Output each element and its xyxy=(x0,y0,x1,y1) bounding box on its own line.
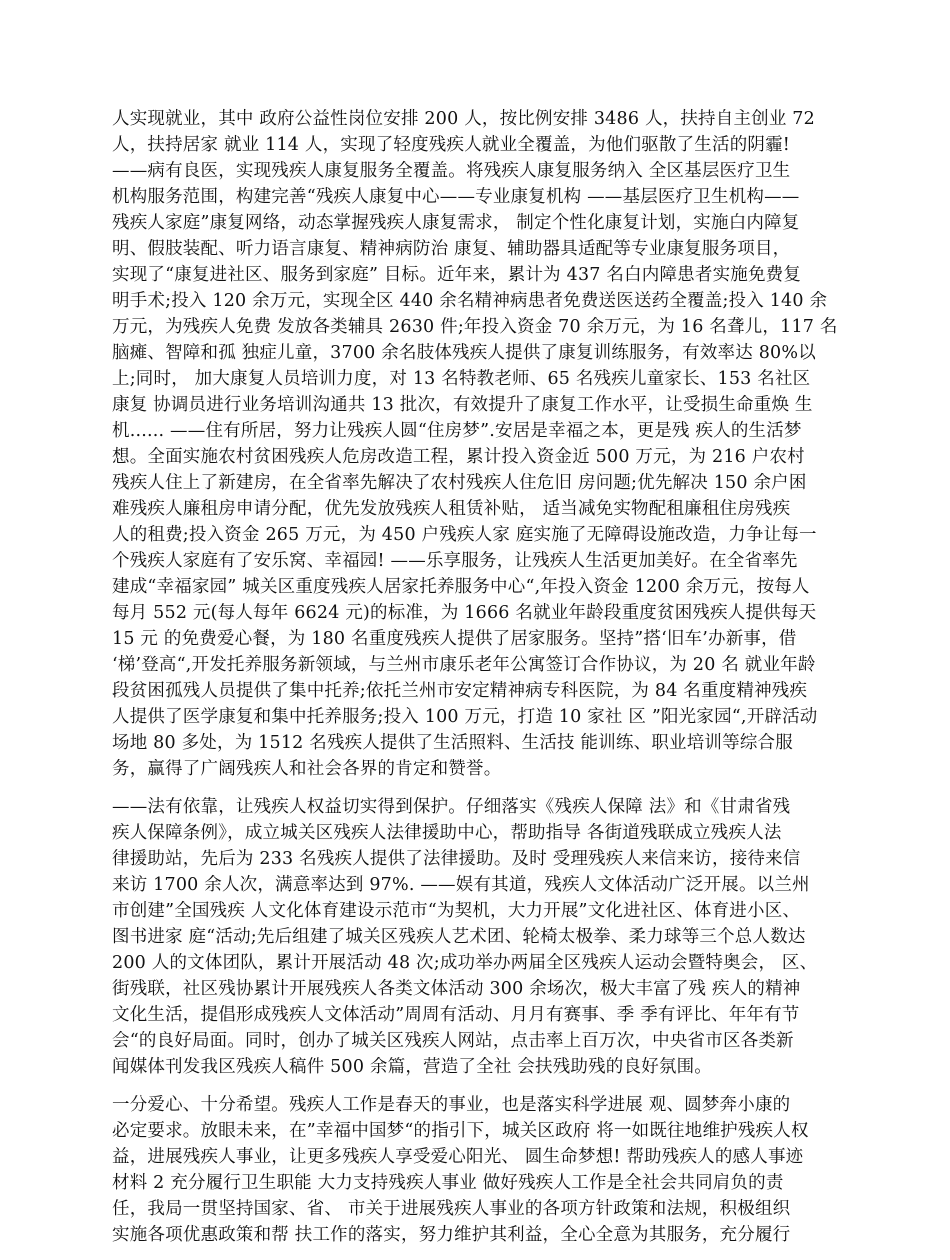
text-line: 实现了“康复进社区、服务到家庭” 目标。近年来，累计为 437 名白内障患者实施免费复 xyxy=(112,265,802,285)
text-line: 律援助站，先后为 233 名残疾人提供了法律援助。及时 受理残疾人来信来访，接待来信 xyxy=(112,849,801,869)
text-line: 上;同时， 加大康复人员培训力度，对 13 名特教老师、65 名残疾儿童家长、153 名社区 xyxy=(112,369,811,389)
text-line: 明、假肢装配、听力语言康复、精神病防治 康复、辅助器具适配等专业康复服务项目， xyxy=(112,239,791,259)
text-line: 会“的良好局面。同时，创办了城关区残疾人网站，点击率上百万次，中央省市区各类新 xyxy=(112,1031,794,1051)
text-line: 个残疾人家庭有了安乐窝、幸福园! ——乐享服务，让残疾人生活更加美好。在全省率先 xyxy=(112,551,798,571)
text-line: ‘梯’登高“,开发托养服务新领域，与兰州市康乐老年公寓签订合作协议，为 20 名 就业年龄 xyxy=(112,655,816,675)
text-line: 人的租费;投入资金 265 万元，为 450 户残疾人家 庭实施了无障碍设施改造，力争让每一 xyxy=(112,525,817,545)
text-line: 场地 80 多处，为 1512 名残疾人提供了生活照料、生活技 能训练、职业培训等综合服 xyxy=(112,733,793,753)
text-line: 人实现就业，其中 政府公益性岗位安排 200 人，按比例安排 3486 人，扶持自主创业 72 xyxy=(112,109,815,129)
text-line: 段贫困孤残人员提供了集中托养;依托兰州市安定精神病专科医院，为 84 名重度精神残疾 xyxy=(112,681,808,701)
text-line: 必定要求。放眼未来，在”幸福中国梦“的指引下，城关区政府 将一如既往地维护残疾人权 xyxy=(112,1121,809,1141)
text-line: 残疾人住上了新建房，在全省率先解决了农村残疾人住危旧 房问题;优先解决 150 余户困 xyxy=(112,473,807,493)
text-line: 康复 协调员进行业务培训沟通共 13 批次，有效提升了康复工作水平，让受损生命重焕 生 xyxy=(112,395,813,415)
text-line: 机构服务范围，构建完善“残疾人康复中心——专业康复机构 ——基层医疗卫生机构—— xyxy=(112,187,800,207)
text-line: 15 元 的免费爱心餐，为 180 名重度残疾人提供了居家服务。坚持”搭‘旧车’办新事，借 xyxy=(112,629,797,649)
text-line: 疾人保障条例》，成立城关区残疾人法律援助中心，帮助指导 各街道残联成立残疾人法 xyxy=(112,823,782,843)
text-line: 任，我局一贯坚持国家、省、 市关于进展残疾人事业的各项方针政策和法规，积极组织 xyxy=(112,1199,791,1219)
paragraph-2 xyxy=(112,794,840,1080)
text-line: 脑瘫、智障和孤 独症儿童，3700 余名肢体残疾人提供了康复训练服务，有效率达 80%以 xyxy=(112,343,816,363)
text-line: 万元，为残疾人免费 发放各类辅具 2630 件;年投入资金 70 余万元，为 16 名聋儿，117 名 xyxy=(112,317,838,337)
document-body xyxy=(112,106,840,1260)
paragraph-3 xyxy=(112,1092,840,1248)
text-line: ——法有依靠，让残疾人权益切实得到保护。仔细落实《残疾人保障 法》和《甘肃省残 xyxy=(112,797,791,817)
text-line: 实施各项优惠政策和帮 扶工作的落实，努力维护其利益，全心全意为其服务，充分履行 xyxy=(112,1225,791,1245)
text-line: 图书进家 庭“活动;先后组建了城关区残疾人艺术团、轮椅太极拳、柔力球等三个总人数达 xyxy=(112,927,806,947)
text-line: 文化生活，提倡形成残疾人文体活动”周周有活动、月月有赛事、季 季有评比、年年有节 xyxy=(112,1005,800,1025)
text-line: 街残联，社区残协累计开展残疾人各类文体活动 300 余场次，极大丰富了残 疾人的精神 xyxy=(112,979,801,999)
text-line: 残疾人家庭”康复网络，动态掌握残疾人康复需求， 制定个性化康复计划，实施白内障复 xyxy=(112,213,800,233)
text-line: ——病有良医，实现残疾人康复服务全覆盖。将残疾人康复服务纳入 全区基层医疗卫生 xyxy=(112,161,791,181)
text-line: 机...... ——住有所居，努力让残疾人圆“住房梦”.安居是幸福之本，更是残 疾人的生活梦 xyxy=(112,421,802,441)
text-line: 每月 552 元(每人每年 6624 元)的标准，为 1666 名就业年龄段重度贫困残疾人提供每天 xyxy=(112,603,817,623)
text-line: 闻媒体刊发我区残疾人稿件 500 余篇，营造了全社 会扶残助残的良好氛围。 xyxy=(112,1057,712,1077)
text-line: 一分爱心、十分希望。残疾人工作是春天的事业，也是落实科学进展 观、圆梦奔小康的 xyxy=(112,1095,791,1115)
text-line: 人，扶持居家 就业 114 人，实现了轻度残疾人就业全覆盖，为他们驱散了生活的阴霾! xyxy=(112,135,791,155)
text-line: 人提供了医学康复和集中托养服务;投入 100 万元，打造 10 家社 区 ”阳光家园“,开辟活动 xyxy=(112,707,818,727)
text-line: 来访 1700 余人次，满意率达到 97%. ——娱有其道，残疾人文体活动广泛开展。以兰州 xyxy=(112,875,810,895)
text-line: 材料 2 充分履行卫生职能 大力支持残疾人事业 做好残疾人工作是全社会共同肩负的责 xyxy=(112,1173,784,1193)
text-line: 务，赢得了广阔残疾人和社会各界的肯定和赞誉。 xyxy=(112,759,502,779)
paragraph-1 xyxy=(112,106,840,782)
text-line: 益，进展残疾人事业，让更多残疾人享受爱心阳光、 圆生命梦想! 帮助残疾人的感人事迹 xyxy=(112,1147,804,1167)
text-line: 明手术;投入 120 余万元，实现全区 440 余名精神病患者免费送医送药全覆盖;投入 140 余 xyxy=(112,291,828,311)
text-line: 想。全面实施农村贫困残疾人危房改造工程，累计投入资金近 500 万元，为 216 户农村 xyxy=(112,447,805,467)
text-line: 难残疾人廉租房申请分配，优先发放残疾人租赁补贴， 适当减免实物配租廉租住房残疾 xyxy=(112,499,791,519)
text-line: 市创建”全国残疾 人文化体育建设示范市“为契机，大力开展”文化进社区、体育进小区、 xyxy=(112,901,801,921)
text-line: 建成“幸福家园” 城关区重度残疾人居家托养服务中心“,年投入资金 1200 余万元，按每人 xyxy=(112,577,810,597)
text-line: 200 人的文体团队，累计开展活动 48 次;成功举办两届全区残疾人运动会暨特奥会， 区、 xyxy=(112,953,818,973)
